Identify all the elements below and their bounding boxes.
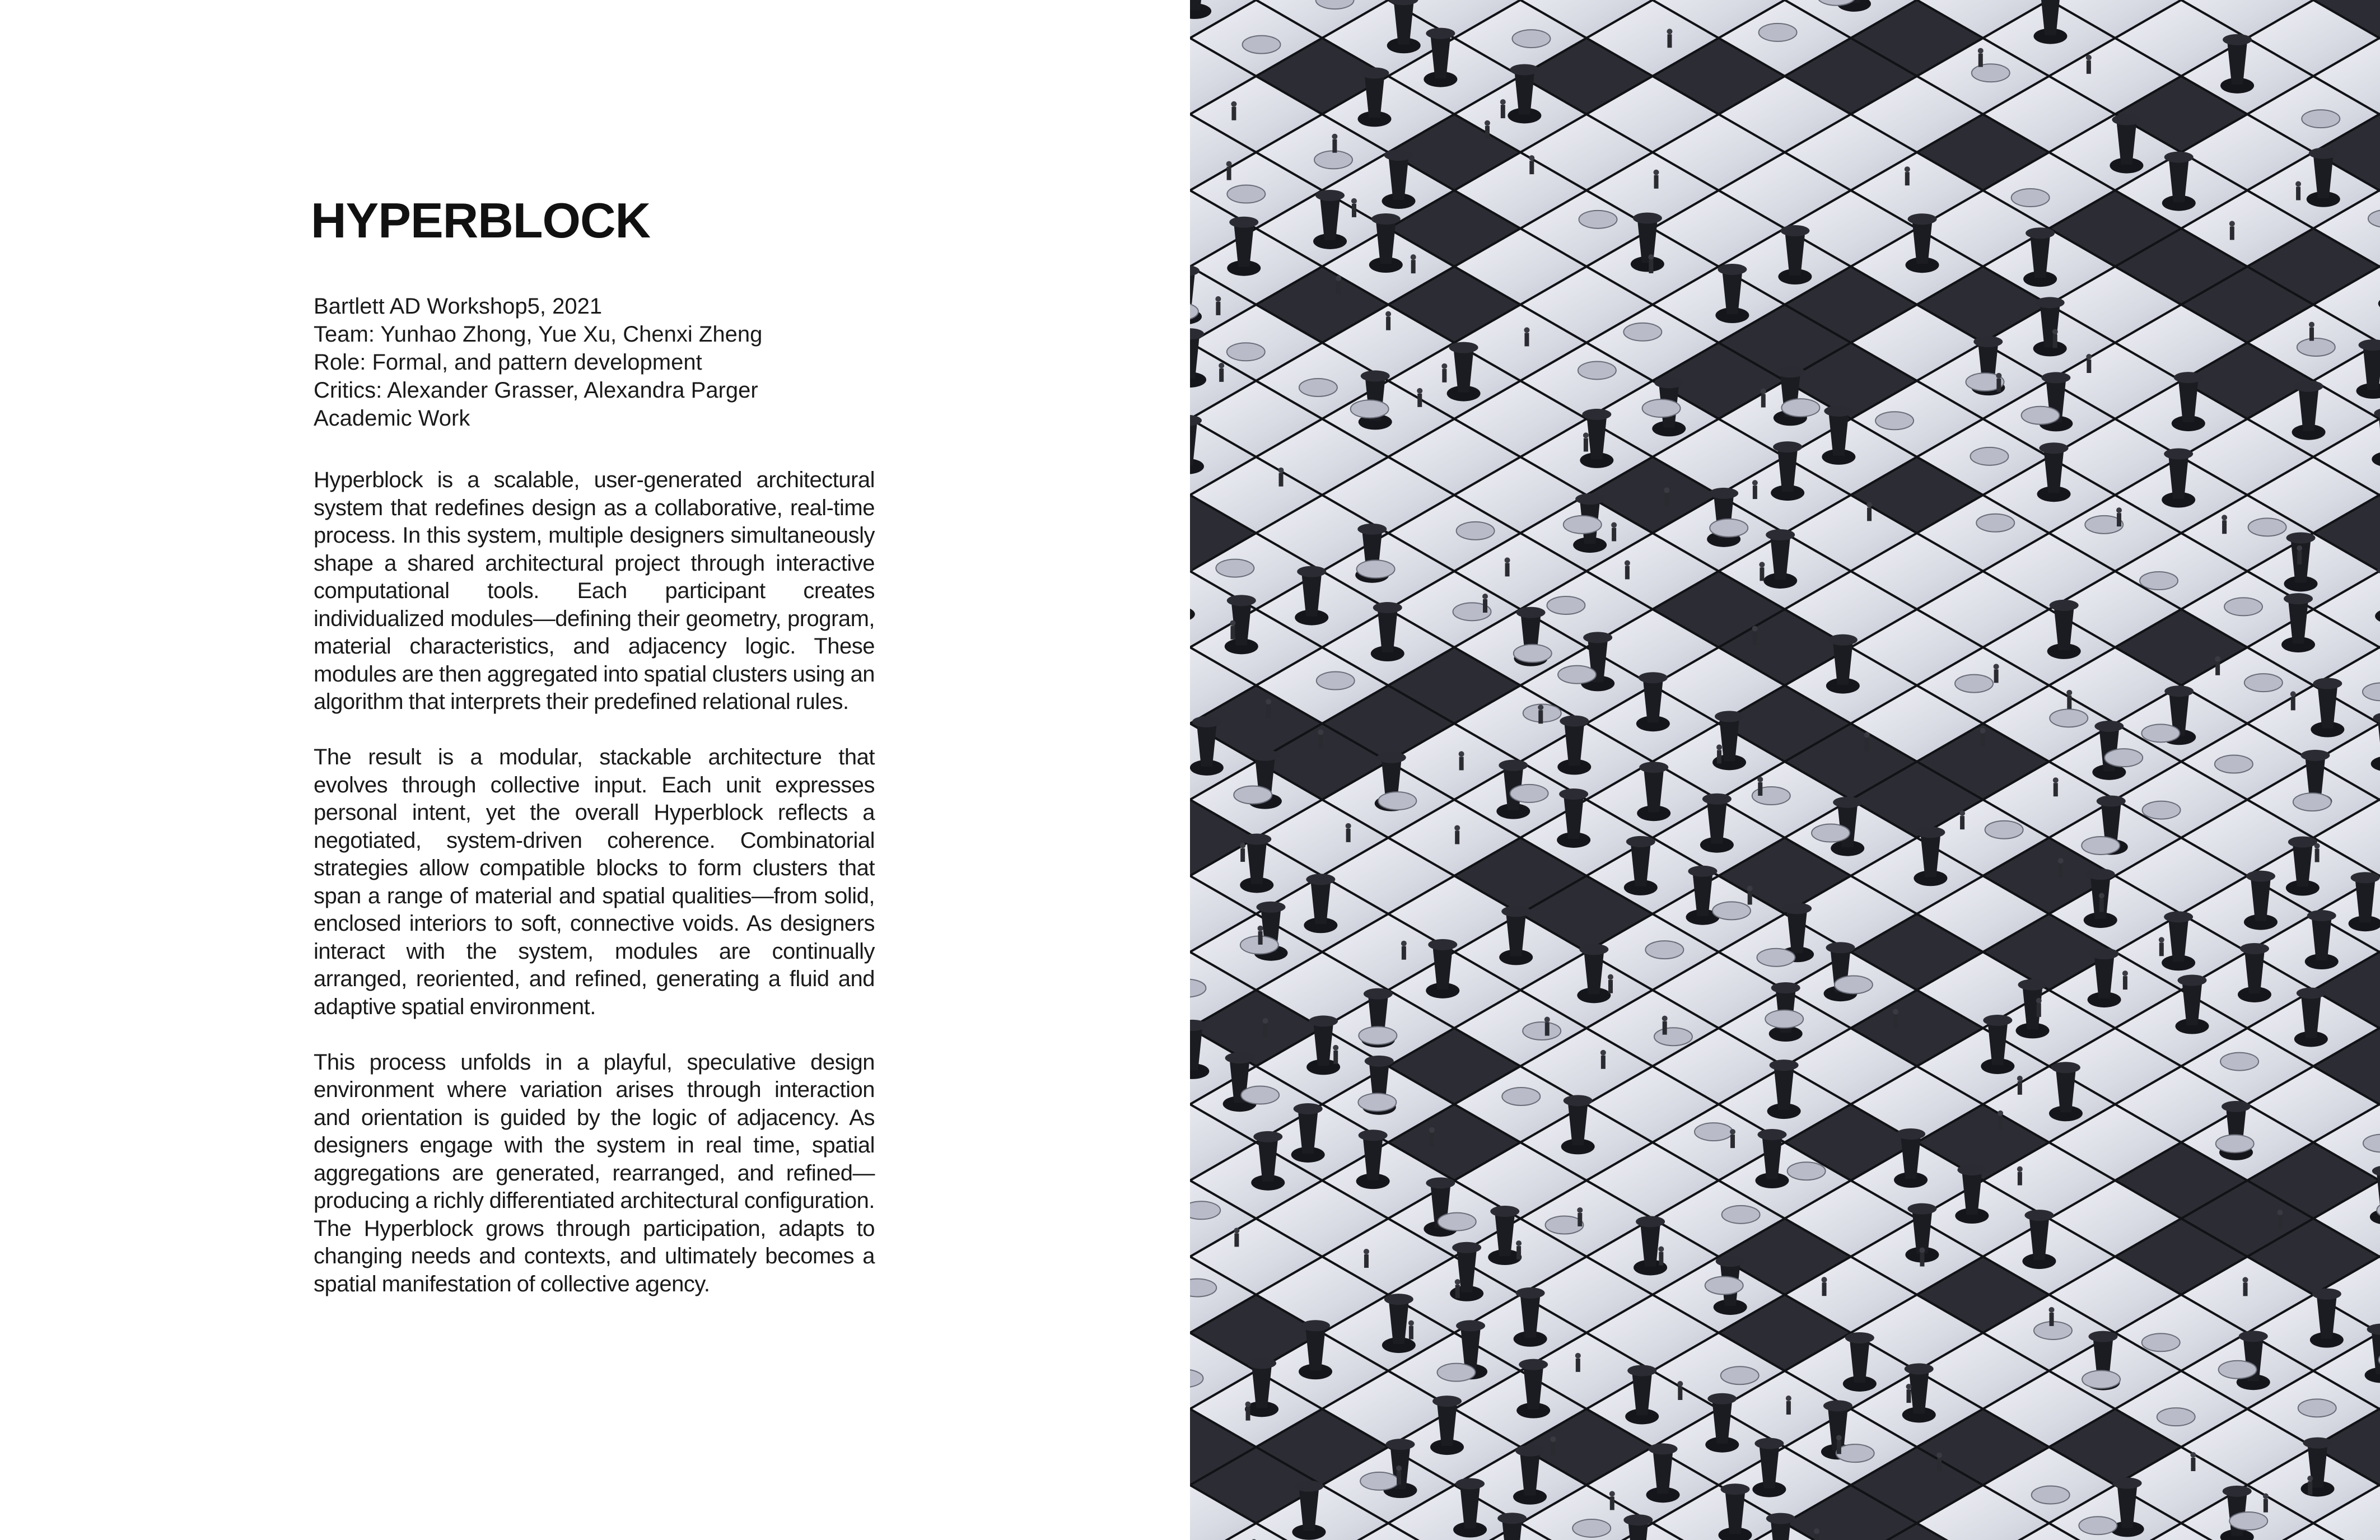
meta-line-team: Team: Yunhao Zhong, Yue Xu, Chenxi Zheng [314,322,763,347]
project-description [314,466,875,1326]
description-paragraph: Hyperblock is a scalable, user-generated architectural system that redefines design as a collaborative, real-time process. In this system, multiple designers simultaneously shape a shared architectural project through interactive computational tools. Each participant creates individualized modules—defining their geometry, program, material characteristics, and adjacency logic. These modules are then aggregated into spatial clusters using an algorithm that interprets their predefined relational rules. [314,468,875,714]
meta-line-program: Bartlett AD Workshop5, 2021 [314,294,603,319]
render-image [1190,0,2380,1540]
description-paragraph: The result is a modular, stackable architecture that evolves through collective input. Each unit expresses personal intent, yet the overall Hyperblock reflects a negotiated, system-driven coherence. Combinatorial strategies allow compatible blocks to form clusters that span a range of material and spatial qualities—from solid, enclosed interiors to soft, connective voids. As designers interact with the system, modules are continually arranged, reoriented, and refined, generating a fluid and adaptive spatial environment. [314,745,875,1019]
isometric-aggregation-render [1190,0,2380,1540]
description-paragraph: This process unfolds in a playful, speculative design environment where variation arises through interaction and orientation is guided by the logic of adjacency. As designers engage with the system in real time, spatial aggregations are generated, rearranged, and refined—producing a richly differentiated architectural configuration. The Hyperblock grows through participation, adapts to changing needs and contexts, and ultimately becomes a spatial manifestation of collective agency. [314,1049,875,1296]
meta-line-critics: Critics: Alexander Grasser, Alexandra Parger [314,378,758,403]
meta-line-type: Academic Work [314,406,470,431]
project-meta [314,292,890,432]
meta-line-role: Role: Formal, and pattern development [314,350,702,375]
page-title: HYPERBLOCK [311,193,651,248]
